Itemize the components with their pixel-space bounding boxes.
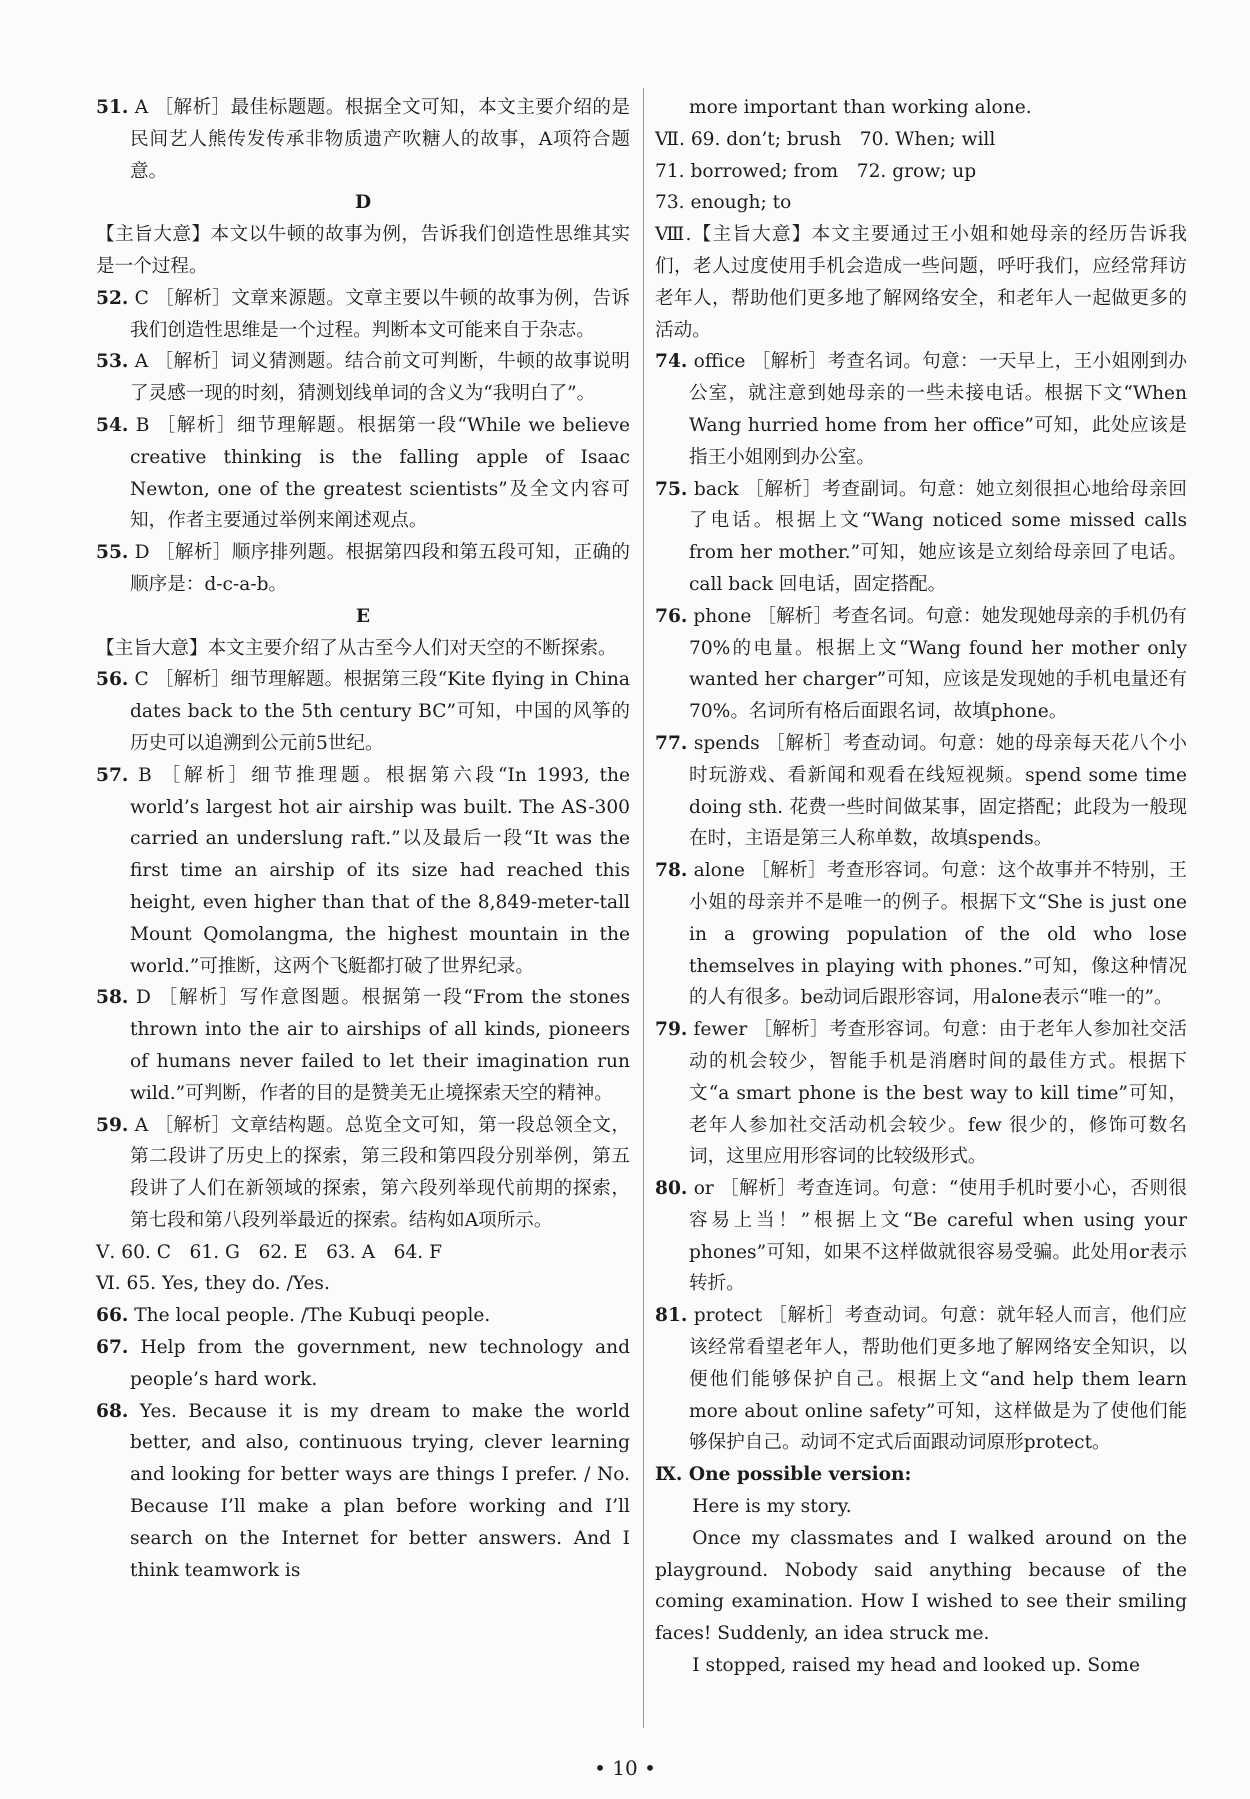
main-idea-summary: 【主旨大意】本文以牛顿的故事为例，告诉我们创造性思维其实是一个过程。 [96, 224, 630, 277]
answer-entry [96, 1110, 630, 1237]
answer-entry [655, 1300, 1187, 1459]
answer-text: A ［解析］文章结构题。总览全文可知，第一段总领全文，第二段讲了历史上的探索，第三段和第四段分别举例，第五段讲了人们在新领域的探索，第六段列举现代前期的探索，第七段和第八段列举最近的探索。结构如A项所示。 [128, 1114, 630, 1231]
question-number: 76. [655, 605, 688, 627]
question-number: 58. [96, 987, 129, 1009]
answer-entry [655, 728, 1187, 855]
question-number: 59. [96, 1114, 129, 1136]
section-heading: D [354, 192, 372, 214]
page-number: • 10 • [594, 1756, 656, 1780]
left-column [96, 92, 630, 1586]
question-number: 67. [96, 1337, 129, 1359]
column-divider [643, 88, 644, 1728]
answer-entry [96, 760, 630, 983]
question-number: 53. [96, 351, 129, 373]
answer-entry [96, 1332, 630, 1396]
question-number: 66. [96, 1305, 129, 1327]
answer-text: alone ［解析］考查形容词。句意：这个故事并不特别，王小姐的母亲并不是唯一的例子。根据下文“She is just one in a growing population of the old who lose themselves in playing with phones.”可知，像这种情况的人有很多。be动词后跟形容词，用alone表示“唯一的”。 [687, 860, 1187, 1009]
answer-text: B ［解析］细节推理题。根据第六段“In 1993, the world’s largest hot air airship was built. The AS-300 carried an underslung raft.”以及最后一段“It was the first time an airship of its size had reached this height, even higher than that of the 8,849-meter-tall Mount Qomolangma, the highest mountain in the world.”可推断，这两个飞艇都打破了世界纪录。 [128, 764, 630, 977]
question-number: 52. [96, 287, 129, 309]
answer-entry [655, 1014, 1187, 1173]
right-column [655, 92, 1187, 1682]
main-idea-summary: 【主旨大意】本文主要介绍了从古至今人们对天空的不断探索。 [96, 637, 617, 659]
answer-text: office ［解析］考查名词。句意：一天早上，王小姐刚到办公室，就注意到她母亲的一些未接电话。根据下文“When Wang hurried home from her office”可知，此处应该是指王小姐刚到办公室。 [687, 351, 1187, 468]
answer-text: Yes. Because it is my dream to make the world better, and also, continuous trying, clever learning and looking for better ways are things I prefer. / No. Because I’ll make a plan before working and I’ll search on the Internet for better answers. And I think teamwork is [128, 1400, 630, 1581]
answer-text: C ［解析］细节理解题。根据第三段“Kite flying in China dates back to the 5th century BC”可知，中国的风筝的历史可以追溯到公元前5世纪。 [128, 669, 630, 754]
question-number: 68. [96, 1400, 129, 1422]
question-number: 80. [655, 1178, 688, 1200]
answer-entry [96, 537, 630, 601]
question-number: 77. [655, 732, 688, 754]
answer-text: or ［解析］考查连词。句意：“使用手机时要小心，否则很容易上当！”根据上文“Be careful when using your phones”可知，如果不这样做就很容易受骗。此处用or表示转折。 [687, 1178, 1187, 1295]
answer-row: 71. borrowed; from 72. grow; up [655, 160, 977, 182]
answer-row: Ⅵ. 65. Yes, they do. /Yes. [96, 1273, 330, 1295]
question-number: 74. [655, 351, 688, 373]
answer-entry [655, 855, 1187, 1014]
question-number: 56. [96, 669, 129, 691]
answer-row: Ⅴ. 60. C 61. G 62. E 63. A 64. F [96, 1241, 443, 1263]
answer-entry [655, 1173, 1187, 1300]
answer-text: fewer ［解析］考查形容词。句意：由于老年人参加社交活动的机会较少，智能手机是消磨时间的最佳方式。根据下文“a smart phone is the best way to kill time”可知，老年人参加社交活动机会较少。few 很少的，修饰可数名词，这里应用形容词的比较级形式。 [687, 1019, 1187, 1168]
answer-text: spends ［解析］考查动词。句意：她的母亲每天花八个小时玩游戏、看新闻和观看在线短视频。spend some time doing sth. 花费一些时间做某事，固定搭配；此段为一般现在时，主语是第三人称单数，故填spends。 [687, 732, 1187, 850]
answer-text: protect ［解析］考查动词。句意：就年轻人而言，他们应该经常看望老年人，帮助他们更多地了解网络安全知识，以便他们能够保护自己。根据上文“and help them learn more about online safety”可知，这样做是为了使他们能够保护自己。动词不定式后面跟动词原形protect。 [687, 1305, 1187, 1454]
answer-text: D ［解析］顺序排列题。根据第四段和第五段可知，正确的顺序是：d-c-a-b。 [128, 542, 630, 595]
answer-text: The local people. /The Kubuqi people. [128, 1305, 491, 1327]
answer-entry [96, 1300, 630, 1332]
continued-text: more important than working alone. [689, 97, 1032, 118]
answer-text: D ［解析］写作意图题。根据第一段“From the stones thrown into the air to airships of all kinds, pioneers of humans never failed to let their imagination run wild.”可判断，作者的目的是赞美无止境探索天空的精神。 [128, 987, 630, 1104]
answer-entry [96, 346, 630, 410]
question-number: 81. [655, 1305, 688, 1327]
answer-text: Help from the government, new technology and people’s hard work. [128, 1337, 630, 1390]
essay-heading: Ⅸ. One possible version: [655, 1464, 912, 1486]
answer-entry [96, 1396, 630, 1587]
answer-entry [96, 664, 630, 759]
answer-text: back ［解析］考查副词。句意：她立刻很担心地给母亲回了电话。根据上文“Wang noticed some missed calls from her mother.”可知，她应该是立刻给母亲回了电话。call back 回电话，固定搭配。 [687, 478, 1187, 595]
question-number: 54. [96, 414, 129, 436]
answer-entry [96, 283, 630, 347]
answer-text: B ［解析］细节理解题。根据第一段“While we believe creative thinking is the falling apple of Isaac Newton, one of the greatest scientists”及全文内容可知，作者主要通过举例来阐述观点。 [128, 414, 630, 532]
answer-row: Ⅶ. 69. don’t; brush 70. When; will [655, 128, 996, 150]
answer-entry [655, 346, 1187, 473]
answer-entry [96, 92, 630, 187]
essay-paragraph: Here is my story. [692, 1496, 852, 1518]
answer-entry [655, 601, 1187, 728]
answer-text: A ［解析］词义猜测题。结合前文可判断，牛顿的故事说明了灵感一现的时刻，猜测划线单词的含义为“我明白了”。 [128, 351, 630, 405]
section-heading: E [355, 605, 371, 627]
question-number: 78. [655, 860, 688, 882]
essay-paragraph: Once my classmates and I walked around on the playground. Nobody said anything because of the coming examination. How I wished to see their smiling faces! Suddenly, an idea struck me. [655, 1527, 1187, 1645]
question-number: 55. [96, 542, 129, 564]
essay-paragraph: I stopped, raised my head and looked up. Some [692, 1655, 1140, 1677]
answer-entry [96, 982, 630, 1109]
answer-entry [96, 410, 630, 537]
question-number: 75. [655, 478, 688, 500]
answer-text: A ［解析］最佳标题题。根据全文可知，本文主要介绍的是民间艺人熊传发传承非物质遗产吹糖人的故事，A项符合题意。 [128, 97, 630, 182]
answer-row: 73. enough; to [655, 192, 792, 214]
answer-entry [655, 474, 1187, 601]
question-number: 51. [96, 97, 129, 118]
main-idea-summary: Ⅷ.【主旨大意】本文主要通过王小姐和她母亲的经历告诉我们，老人过度使用手机会造成一些问题，呼吁我们，应经常拜访老年人，帮助他们更多地了解网络安全，和老年人一起做更多的活动。 [655, 224, 1187, 341]
answer-text: C ［解析］文章来源题。文章主要以牛顿的故事为例，告诉我们创造性思维是一个过程。判断本文可能来自于杂志。 [128, 287, 630, 341]
question-number: 57. [96, 764, 129, 786]
question-number: 79. [655, 1019, 688, 1041]
answer-text: phone ［解析］考查名词。句意：她发现她母亲的手机仍有70%的电量。根据上文“Wang found her mother only wanted her charger”可知，应该是发现她的手机电量还有70%。名词所有格后面跟名词，故填phone。 [687, 605, 1187, 723]
